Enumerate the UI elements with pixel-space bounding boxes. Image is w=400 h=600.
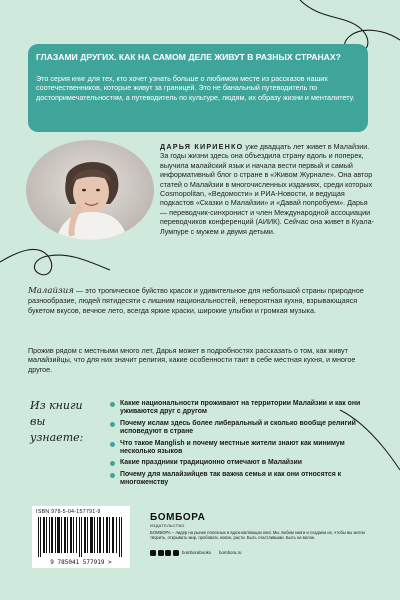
learn-label bbox=[30, 398, 100, 446]
malaysia-paragraph bbox=[28, 286, 373, 315]
barcode-digits: 9 785041 577919 > bbox=[50, 559, 112, 566]
publisher-logo: БОМБОРА bbox=[150, 512, 206, 523]
learn-item: Какие праздники традиционно отмечают в Малайзии bbox=[110, 459, 370, 467]
social-handle[interactable]: bomborabooks bbox=[182, 550, 212, 555]
social-row bbox=[150, 549, 242, 556]
youtube-icon[interactable] bbox=[165, 550, 171, 556]
publisher-slogan: БОМБОРА – лидер на рынке полезных и вдохновляющих книг. Мы любим книги и создаем их, чтобы вы могли творить, открывать мир, пробовать новое, расти. Быть счастливыми. Быть на волне. bbox=[150, 530, 365, 541]
learn-item: Почему для малайзийцев так важна семья и как они относятся к многоженству bbox=[110, 471, 370, 488]
isbn-label: ISBN 978-5-04-157791-9 bbox=[36, 509, 101, 515]
learn-item: Что такое Manglish и почему местные жители знают как минимум несколько языков bbox=[110, 440, 370, 457]
series-heading: ГЛАЗАМИ ДРУГИХ. КАК НА САМОМ ДЕЛЕ ЖИВУТ В РАЗНЫХ СТРАНАХ? bbox=[36, 52, 341, 62]
instagram-icon[interactable] bbox=[158, 550, 164, 556]
author-bio bbox=[160, 142, 376, 236]
publisher-website[interactable]: bombora.ru bbox=[219, 550, 242, 555]
author-name: ДАРЬЯ КИРИЕНКО bbox=[160, 142, 244, 151]
publisher-subtitle: ИЗДАТЕЛЬСТВО bbox=[150, 524, 185, 528]
barcode-icon bbox=[36, 517, 126, 557]
malaysia-text: — это тропическое буйство красок и удивительное для небольшой страны природное разнообразие, людей пятидесяти с лишним национальностей, невероятная кухня, взрывающаяся букетом вкусов, вечное лето, всегда яркие краски, широкие улыбки и громкая музыка. bbox=[28, 286, 364, 315]
telegram-icon[interactable] bbox=[173, 550, 179, 556]
barcode-box bbox=[32, 506, 130, 568]
learn-item: Какие национальности проживают на территории Малайзии и как они уживаются друг с другом bbox=[110, 400, 370, 417]
learn-label-line1: Из книги bbox=[30, 399, 83, 412]
learn-label-line2: вы узнаете: bbox=[30, 415, 84, 444]
learn-list bbox=[110, 400, 370, 491]
author-photo bbox=[26, 140, 154, 240]
malaysia-word: Малайзия bbox=[28, 286, 74, 296]
second-paragraph: Прожив рядом с местными много лет, Дарья может в подробностях рассказать о том, как живут малайзийцы, что для них значит религия, какие особенности таит в себе местная кухня, и многое другое. bbox=[28, 346, 356, 374]
series-description: Это серия книг для тех, кто хочет узнать больше о любимом месте из рассказов наших соотечественников, которые живут за границей. Это не банальный путеводитель по достопримечательностям, а путеводитель по культуре, людям, их образу жизни и менталитету. bbox=[36, 74, 355, 102]
learn-item: Почему ислам здесь более либеральный и сколько вообще религий исповедуют в стране bbox=[110, 420, 370, 437]
intro-box bbox=[28, 44, 368, 132]
vk-icon[interactable] bbox=[150, 550, 156, 556]
author-bio-text: уже двадцать лет живет в Малайзии. За годы жизни здесь она объездила страну вдоль и поперек, выучила малайский язык и начала вести первый и самый информативный блог о стране в «Живом Журнале». Она автор статей о Малайзии в многочисленных изданиях, среди которых Cosmopolitan, «Ведомости» и РИА-Новости, и ведущая подкастов «Сказки о Малайзии» и «Давай попробуем». Дарья — переводчик-синхронист и член Международной ассоциации переводчиков конференций (АИИК). Сейчас она живет в Куала-Лумпуре с мужем и двумя детьми. bbox=[160, 142, 374, 236]
